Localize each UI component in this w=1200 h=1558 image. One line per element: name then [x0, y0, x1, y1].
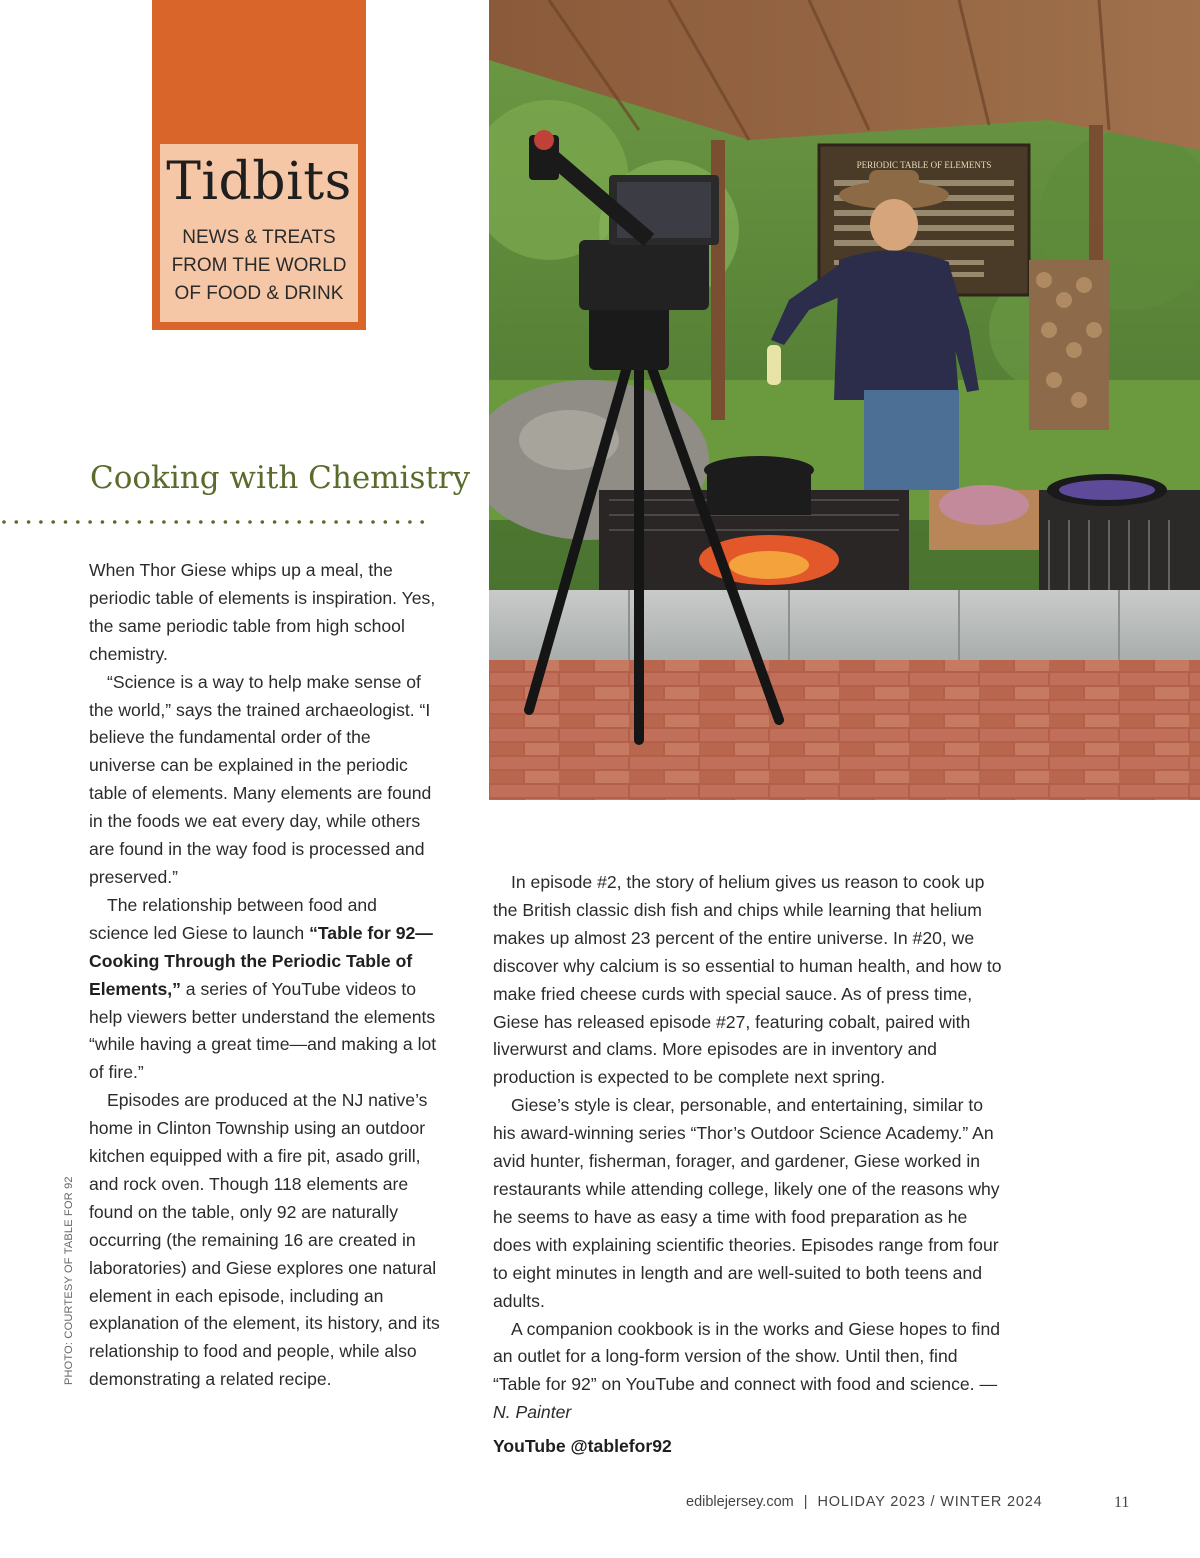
footer-issue: HOLIDAY 2023 / WINTER 2024	[817, 1494, 1043, 1510]
divider-dot	[187, 520, 191, 524]
divider-dot	[310, 520, 314, 524]
divider-dot	[371, 520, 375, 524]
youtube-handle: YouTube @tablefor92	[493, 1436, 672, 1456]
divider-dot	[15, 520, 19, 524]
divider-dot	[408, 520, 412, 524]
paragraph: “Science is a way to help make sense of the world,” says the trained archaeologist. “I believe the fundamental order of the universe can be explained in the periodic table of elements. Many elements are found in the foods we eat every day, while others are found in the way food is processed and preserved.”	[89, 671, 432, 887]
divider-dot	[150, 520, 154, 524]
divider-dot	[39, 520, 43, 524]
author-signature: —N. Painter	[493, 1374, 998, 1423]
divider-dot	[347, 520, 351, 524]
divider-dot	[88, 520, 92, 524]
section-subtitle-line: NEWS & TREATS	[182, 227, 336, 248]
paragraph	[493, 1316, 1008, 1428]
divider-dot	[27, 520, 31, 524]
divider-dot	[51, 520, 55, 524]
divider-dot	[113, 520, 117, 524]
divider-dot	[2, 520, 6, 524]
section-subtitle-line: OF FOOD & DRINK	[174, 283, 344, 304]
photo-credit: PHOTO: COURTESY OF TABLE FOR 92	[63, 1176, 75, 1385]
section-badge-panel	[160, 144, 358, 322]
paragraph: Giese’s style is clear, personable, and entertaining, similar to his award-winning series “Thor’s Outdoor Science Academy.” An avid hunter, fisherman, forager, and gardener, Giese worked in restaurants while attending college, likely one of the reasons why he seems to have as easy a time with food preparation as he does with explaining scientific theories. Episodes range from four to eight minutes in length and are well-suited to both teens and adults.	[493, 1095, 1000, 1311]
paragraph	[89, 892, 441, 1087]
page-number: 11	[1114, 1494, 1130, 1511]
divider-dot	[396, 520, 400, 524]
paragraph: Episodes are produced at the NJ native’s home in Clinton Township using an outdoor kitchen equipped with a fire pit, asado grill, and rock oven. Though 118 elements are found on the table, only 92 are naturally occurring (the remaining 16 are created in laboratories) and Giese explores one natural element in each episode, including an explanation of the element, its history, and its relationship to food and people, while also demonstrating a related recipe.	[89, 1090, 440, 1390]
divider-dot	[285, 520, 289, 524]
divider-dot	[125, 520, 129, 524]
footer-separator: |	[803, 1494, 808, 1510]
divider-dot	[384, 520, 388, 524]
article-column-left	[89, 557, 441, 1394]
section-subtitle	[160, 224, 358, 308]
article-column-right	[493, 869, 1008, 1427]
divider-dot	[248, 520, 252, 524]
divider-dot	[76, 520, 80, 524]
paragraph-text: A companion cookbook is in the works and Giese hopes to find an outlet for a long-form version of the show. Until then, find “Table for 92” on YouTube and connect with food and science.	[493, 1318, 1001, 1395]
divider-dot	[297, 520, 301, 524]
divider-dot	[174, 520, 178, 524]
divider-dot	[64, 520, 68, 524]
divider-dot	[224, 520, 228, 524]
paragraph-text: a series of YouTube videos to help viewers better understand the elements “while having a great time—and making a lot of fire.”	[89, 978, 437, 1083]
divider-dot	[236, 520, 240, 524]
section-subtitle-line: FROM THE WORLD	[171, 255, 347, 276]
divider-dot	[101, 520, 105, 524]
footer-site: ediblejersey.com	[686, 1494, 794, 1510]
page-footer	[686, 1494, 1130, 1511]
paragraph: When Thor Giese whips up a meal, the periodic table of elements is inspiration. Yes, the same periodic table from high school chemistry.	[89, 560, 436, 664]
divider-dot	[420, 520, 424, 524]
article-headline: Cooking with Chemistry	[90, 460, 471, 496]
divider-dot	[359, 520, 363, 524]
section-title: Tidbits	[166, 152, 352, 212]
divider-dot	[273, 520, 277, 524]
sign-text: PERIODIC TABLE OF ELEMENTS	[856, 160, 992, 170]
divider-dot	[334, 520, 338, 524]
article-photo	[489, 0, 1200, 800]
divider-dot	[162, 520, 166, 524]
series-title: “Table for 92—Cooking Through the Periodic Table of Elements,”	[89, 922, 433, 999]
paragraph: In episode #2, the story of helium gives us reason to cook up the British classic dish fish and chips while learning that helium makes up almost 23 percent of the entire universe. In #20, we discover why calcium is so essential to human health, and how to make fried cheese curds with special sauce. As of press time, Giese has released episode #27, featuring cobalt, paired with liverwurst and clams. More episodes are in inventory and production is expected to be complete next spring.	[493, 872, 1002, 1088]
divider-dot	[261, 520, 265, 524]
outdoor-kitchen-photo	[489, 0, 1200, 800]
paragraph-text: The relationship between food and science led Giese to launch	[89, 894, 377, 943]
section-badge	[152, 0, 366, 330]
divider-dot	[322, 520, 326, 524]
dotted-divider	[2, 518, 434, 526]
divider-dot	[138, 520, 142, 524]
divider-dot	[199, 520, 203, 524]
divider-dot	[211, 520, 215, 524]
